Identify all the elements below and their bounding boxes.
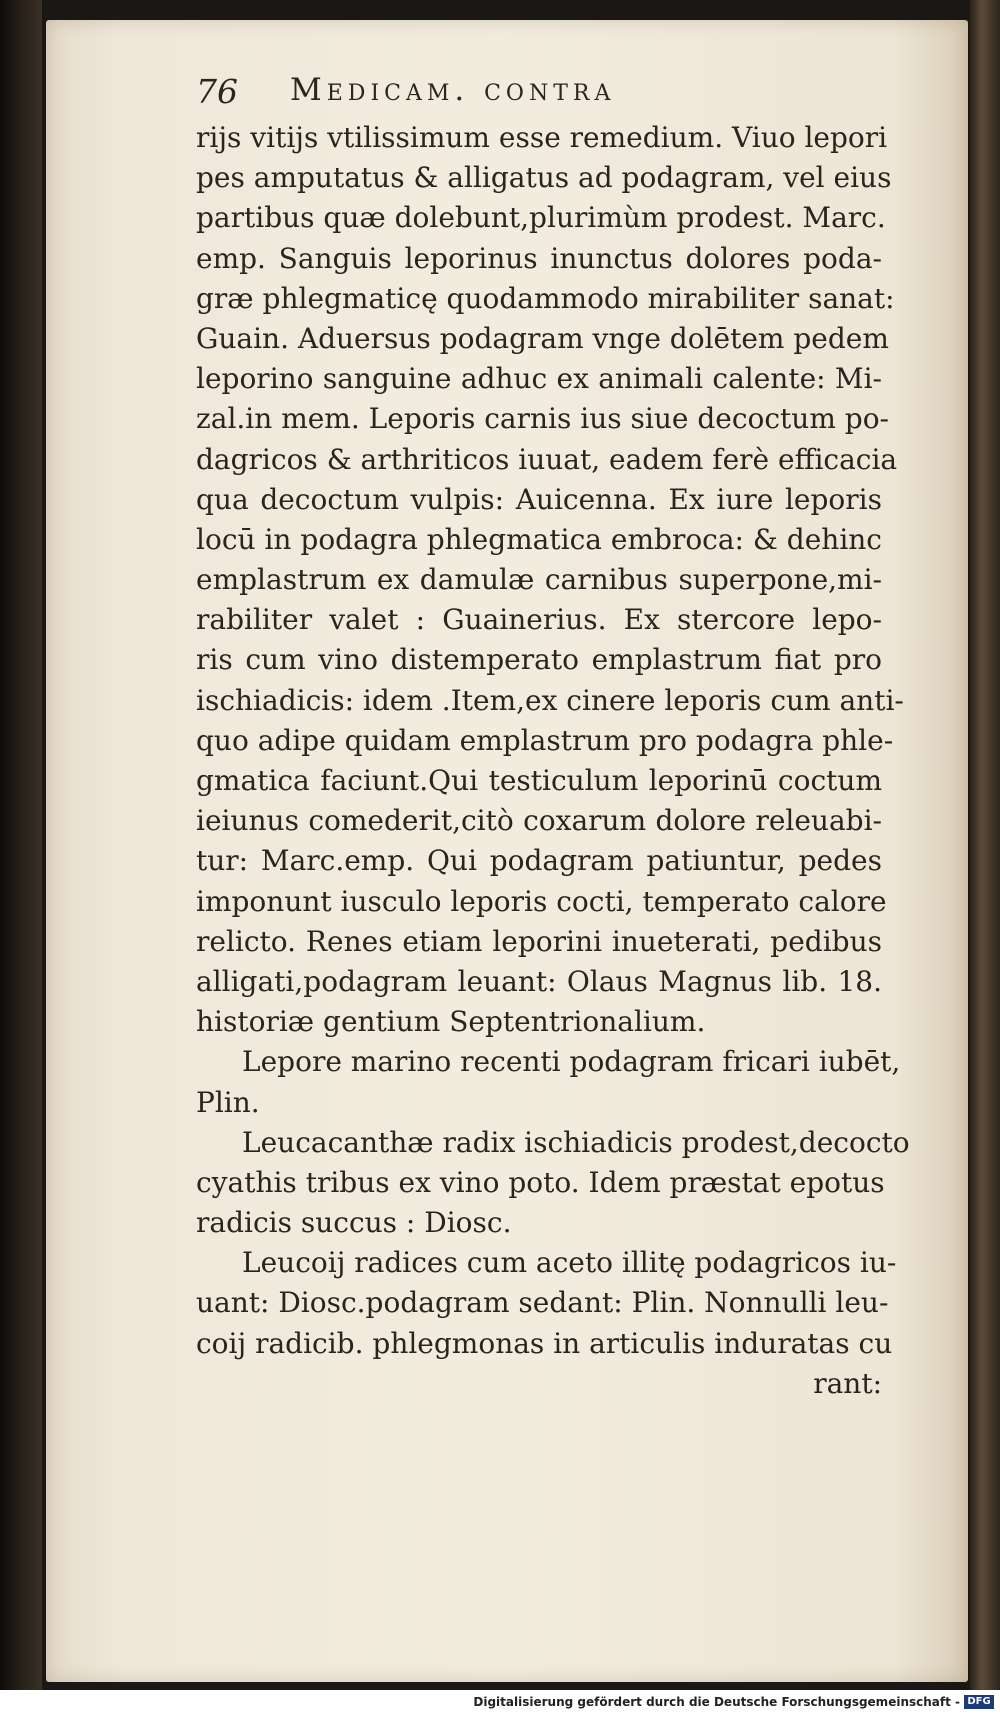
text-line: radicis succus : Diosc.: [196, 1206, 512, 1240]
text-line: Lepore marino recenti podagram fricari iubēt,: [242, 1045, 901, 1079]
text-line: rant:: [813, 1366, 882, 1400]
text-line: ischiadicis: idem .Item,ex cinere leporis cum anti-: [196, 683, 904, 717]
text-line: Guain. Aduersus podagram vnge dolētem pedem: [196, 321, 889, 355]
text-line: locū in podagra phlegmatica embroca: & dehinc: [196, 522, 882, 556]
text-block: [196, 118, 910, 1404]
text-line: imponunt iusculo leporis cocti, temperato calore: [196, 884, 887, 918]
text-line: zal.in mem. Leporis carnis ius siue decoctum po-: [196, 402, 890, 436]
text-line: emp. Sanguis leporinus inunctus dolores poda-: [196, 241, 882, 275]
text-line: uant: Diosc.podagram sedant: Plin. Nonnulli leu-: [196, 1286, 889, 1320]
book-edge: [0, 0, 42, 1690]
text-line: ris cum vino distemperato emplastrum fiat pro: [196, 643, 882, 677]
text-line: alligati,podagram leuant: Olaus Magnus lib. 18.: [196, 964, 882, 998]
text-line: pes amputatus & alligatus ad podagram, vel eius: [196, 161, 892, 195]
footer: [0, 1690, 1000, 1717]
running-head: Medicam. contra: [290, 72, 616, 108]
text-line: Plin.: [196, 1085, 260, 1119]
text-line: dagricos & arthriticos iuuat, eadem ferè efficacia: [196, 442, 898, 476]
text-line: ieiunus comederit,citò coxarum dolore releuabi-: [196, 804, 882, 838]
text-line: coij radicib. phlegmonas in articulis induratas cu: [196, 1326, 893, 1360]
text-line: Leucoij radices cum aceto illitę podagricos iu-: [242, 1246, 897, 1280]
digitization-credit: Digitalisierung gefördert durch die Deutsche Forschungsgemeinschaft -: [473, 1695, 960, 1709]
page-number: 76: [196, 72, 238, 111]
dfg-logo: DFG: [964, 1695, 994, 1709]
text-line: Leucacanthæ radix ischiadicis prodest,decocto: [242, 1125, 910, 1159]
text-line: historiæ gentium Septentrionalium.: [196, 1005, 706, 1039]
text-line: qua decoctum vulpis: Auicenna. Ex iure leporis: [196, 482, 882, 516]
text-line: leporino sanguine adhuc ex animali calente: Mi-: [196, 362, 882, 396]
text-line: rijs vitijs vtilissimum esse remedium. Viuo lepori: [196, 121, 888, 154]
book-spine: [970, 0, 1000, 1690]
text-line: tur: Marc.emp. Qui podagram patiuntur, pedes: [196, 844, 882, 878]
text-line: græ phlegmaticę quodammodo mirabiliter sanat:: [196, 281, 895, 315]
text-line: cyathis tribus ex vino poto. Idem præstat epotus: [196, 1165, 885, 1199]
text-line: rabiliter valet : Guainerius. Ex stercore lepo-: [196, 603, 882, 637]
text-line: relicto. Renes etiam leporini inueterati, pedibus: [196, 924, 882, 958]
text-line: emplastrum ex damulæ carnibus superpone,mi-: [196, 563, 882, 597]
text-line: partibus quæ dolebunt,plurimùm prodest. Marc.: [196, 201, 886, 235]
text-line: quo adipe quidam emplastrum pro podagra phle-: [196, 723, 894, 757]
page-header: [196, 72, 756, 116]
text-line: gmatica faciunt.Qui testiculum leporinū coctum: [196, 764, 882, 797]
